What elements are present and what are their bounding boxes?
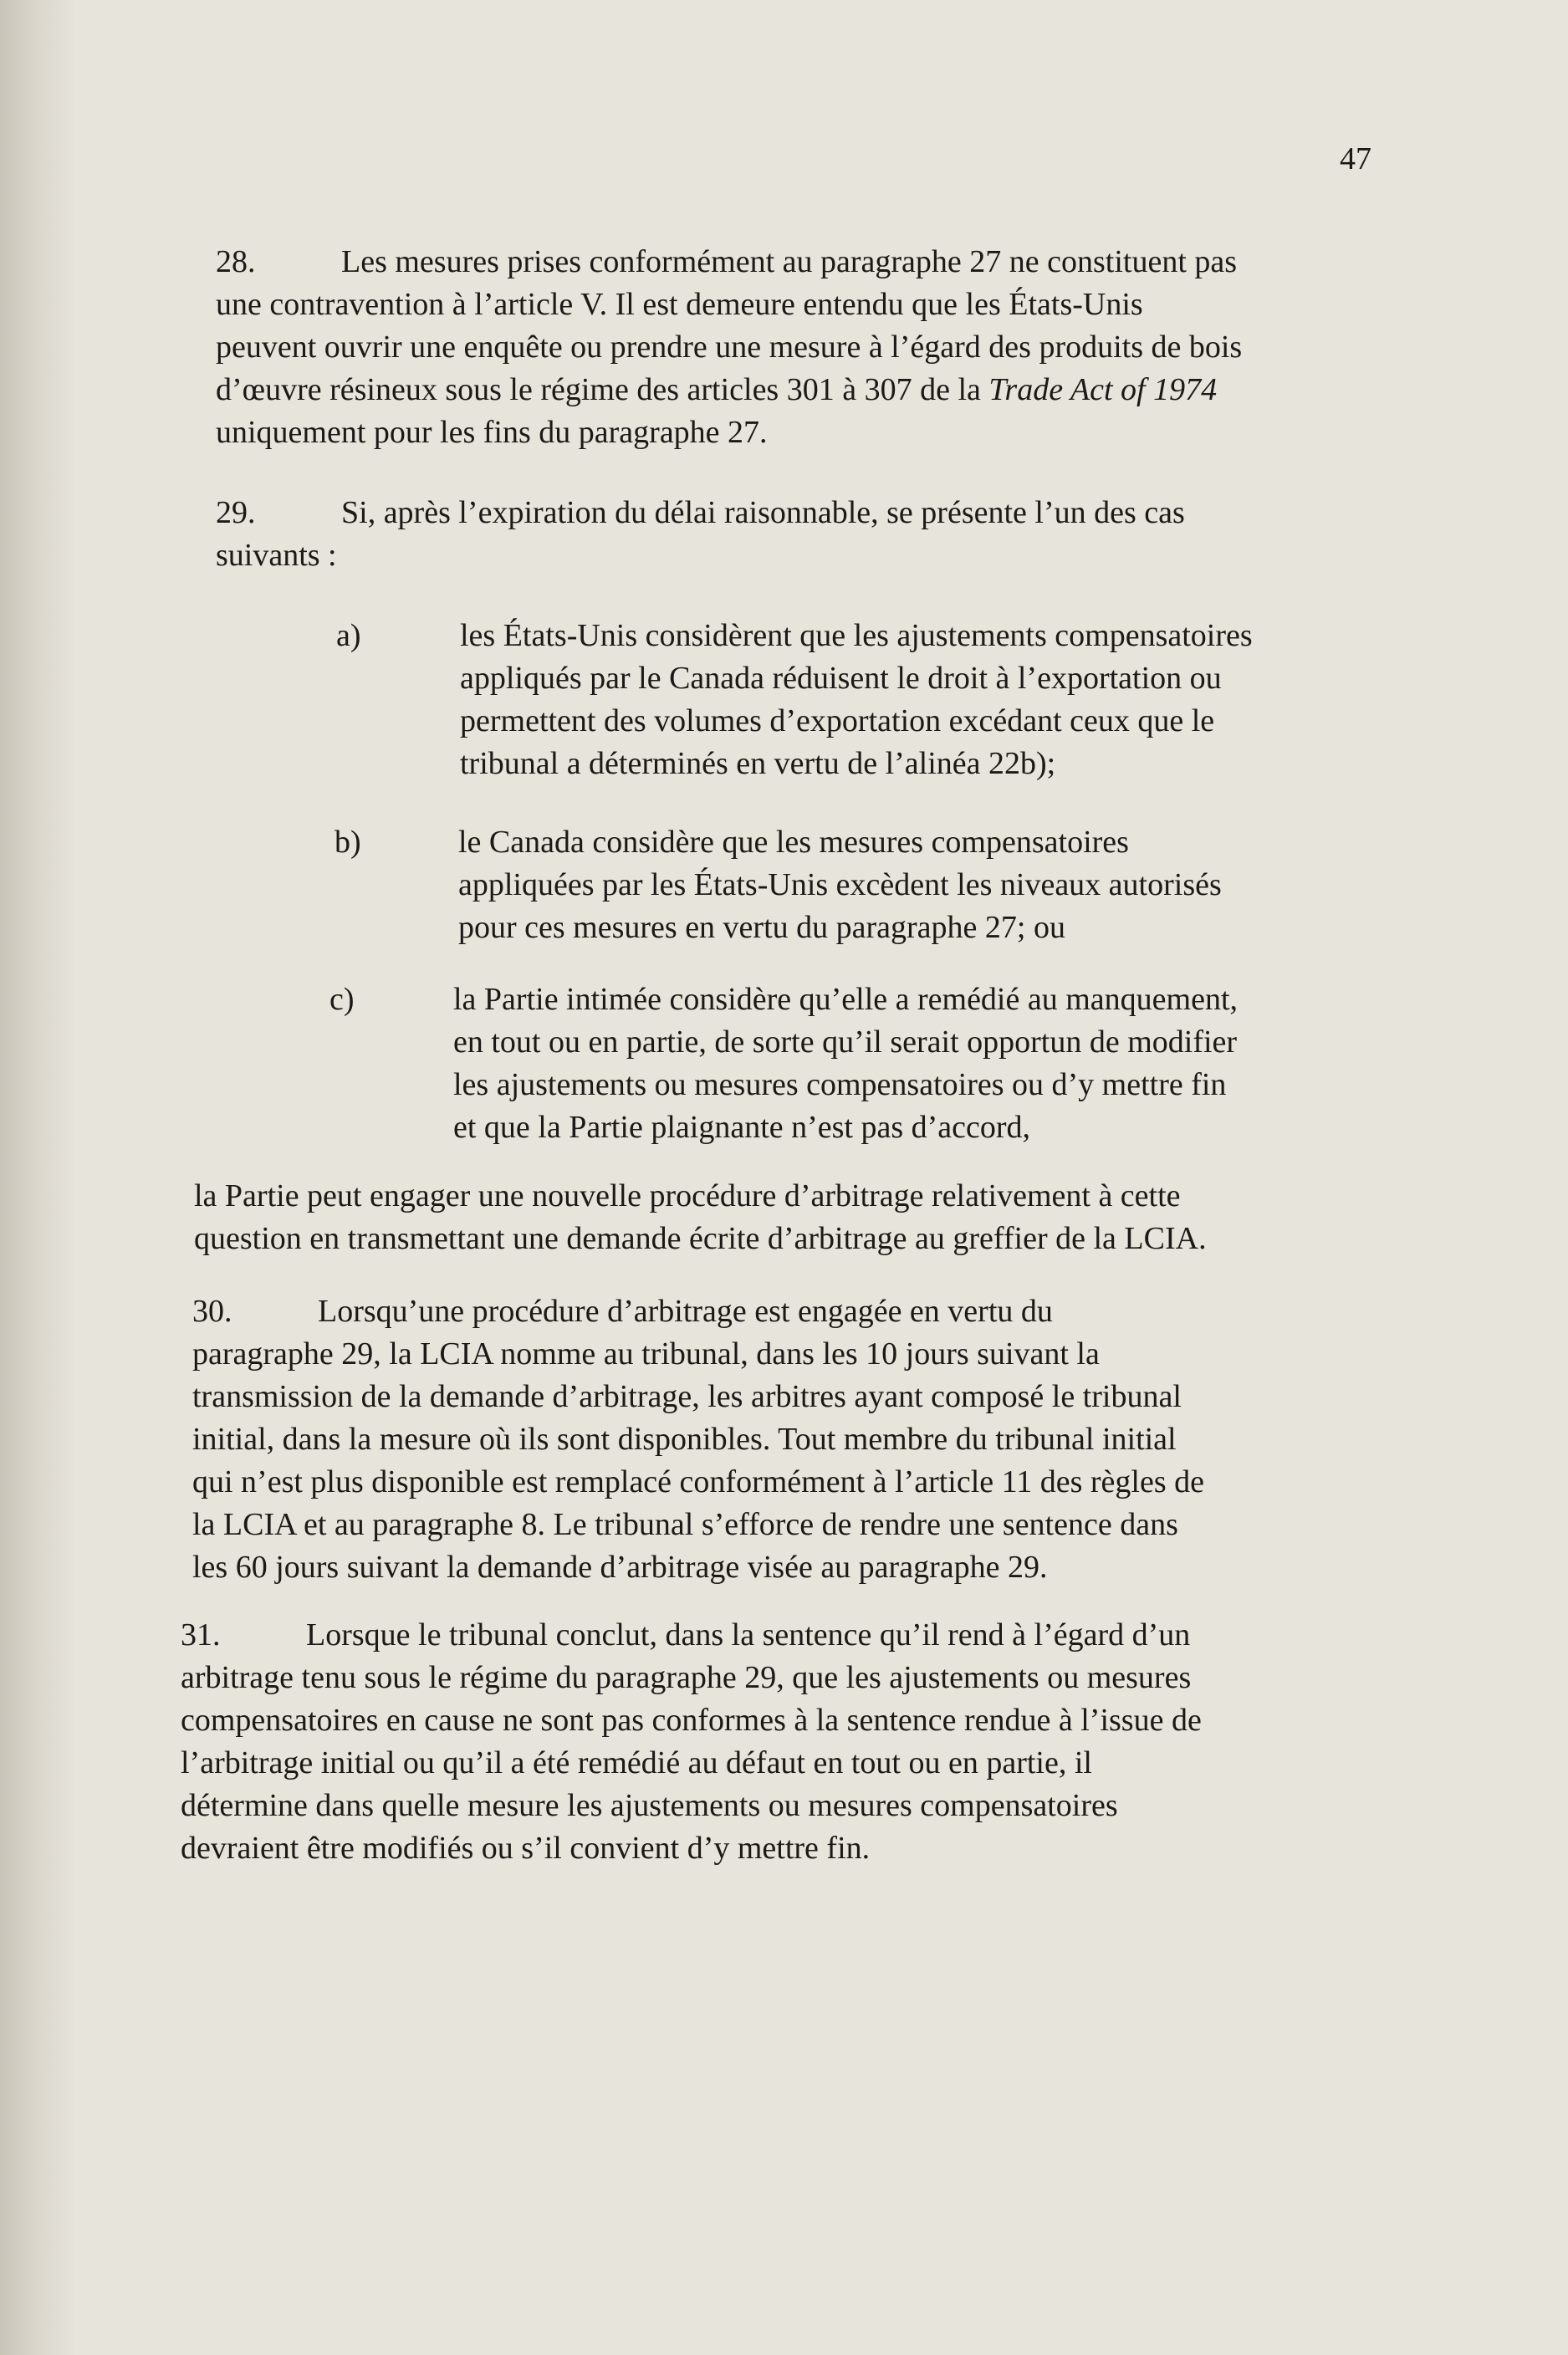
item-line: appliqués par le Canada réduisent le droit à l’exportation ou — [460, 661, 1222, 696]
paragraph-30-line: paragraphe 29, la LCIA nomme au tribunal, dans les 10 jours suivant la — [192, 1336, 1100, 1372]
paragraph-28-line-4: d’œuvre résineux sous le régime des articles 301 à 307 de la Trade Act of 1974 — [216, 372, 1218, 407]
paragraph-29 — [216, 492, 1378, 577]
trade-act-title: Trade Act of 1974 — [988, 372, 1218, 407]
paragraph-31-line: l’arbitrage initial ou qu’il a été remédié au défaut en tout ou en partie, il — [181, 1745, 1092, 1780]
paragraph-29-line-2: suivants : — [216, 538, 337, 573]
paragraph-31 — [181, 1614, 1343, 1870]
paragraph-30-line-1: 30. Lorsqu’une procédure d’arbitrage est engagée en vertu du — [192, 1290, 1355, 1333]
item-letter: a) — [336, 618, 361, 653]
item-line: les États-Unis considèrent que les ajustements compensatoires — [460, 618, 1253, 653]
paragraph-31-line: arbitrage tenu sous le régime du paragraphe 29, que les ajustements ou mesures — [181, 1660, 1192, 1695]
item-letter: b) — [335, 825, 361, 860]
paragraph-28-line-2: une contravention à l’article V. Il est demeure entendu que les États-Unis — [216, 287, 1143, 322]
item-line: permettent des volumes d’exportation excédant ceux que le — [460, 703, 1215, 738]
paragraph-28-line-3: peuvent ouvrir une enquête ou prendre une mesure à l’égard des produits de bois — [216, 329, 1243, 365]
item-line: les ajustements ou mesures compensatoires ou d’y mettre fin — [453, 1067, 1227, 1102]
paragraph-30 — [192, 1290, 1355, 1589]
paragraph-31-line: compensatoires en cause ne sont pas conformes à la sentence rendue à l’issue de — [181, 1703, 1202, 1738]
paragraph-30-line: initial, dans la mesure où ils sont disponibles. Tout membre du tribunal initial — [192, 1422, 1177, 1457]
paragraph-29-line-1: 29. Si, après l’expiration du délai raisonnable, se présente l’un des cas — [216, 492, 1378, 534]
paragraph-31-line: devraient être modifiés ou s’il convient d’y mettre fin. — [181, 1831, 871, 1866]
paragraph-29-closing — [194, 1175, 1356, 1260]
item-letter: c) — [329, 982, 355, 1017]
paragraph-30-line: les 60 jours suivant la demande d’arbitrage visée au paragraphe 29. — [192, 1550, 1048, 1585]
paragraph-30-line: transmission de la demande d’arbitrage, les arbitres ayant composé le tribunal — [192, 1379, 1182, 1414]
page-number: 47 — [1340, 141, 1371, 176]
closing-line: la Partie peut engager une nouvelle procédure d’arbitrage relativement à cette — [194, 1178, 1181, 1213]
paragraph-28-number: 28. — [216, 244, 256, 279]
paragraph-30-number: 30. — [192, 1294, 232, 1329]
paragraph-31-number: 31. — [181, 1617, 221, 1653]
paragraph-30-line: qui n’est plus disponible est remplacé conformément à l’article 11 des règles de — [192, 1464, 1204, 1499]
page-gutter-shadow — [0, 0, 77, 2355]
item-body — [453, 978, 1331, 1149]
item-line: le Canada considère que les mesures compensatoires — [458, 825, 1129, 860]
item-body — [460, 615, 1338, 785]
closing-line: question en transmettant une demande écrite d’arbitrage au greffier de la LCIA. — [194, 1221, 1207, 1256]
item-line: tribunal a déterminés en vertu de l’alinéa 22b); — [460, 746, 1056, 781]
item-line: la Partie intimée considère qu’elle a remédié au manquement, — [453, 982, 1238, 1017]
paragraph-30-line: la LCIA et au paragraphe 8. Le tribunal s’efforce de rendre une sentence dans — [192, 1507, 1178, 1542]
paragraph-28-line-1: 28. Les mesures prises conformément au paragraphe 27 ne constituent pas — [216, 241, 1378, 284]
item-line: appliquées par les États-Unis excèdent les niveaux autorisés — [458, 867, 1222, 902]
item-line: pour ces mesures en vertu du paragraphe 27; ou — [458, 910, 1065, 945]
paragraph-29-number: 29. — [216, 495, 256, 530]
paragraph-31-line-1: 31. Lorsque le tribunal conclut, dans la sentence qu’il rend à l’égard d’un — [181, 1614, 1343, 1657]
paragraph-31-line: détermine dans quelle mesure les ajustements ou mesures compensatoires — [181, 1788, 1118, 1823]
item-line: en tout ou en partie, de sorte qu’il serait opportun de modifier — [453, 1024, 1238, 1060]
item-body — [458, 821, 1336, 949]
paragraph-28 — [216, 241, 1378, 454]
item-line: et que la Partie plaignante n’est pas d’accord, — [453, 1110, 1031, 1145]
paragraph-28-line-5: uniquement pour les fins du paragraphe 27. — [216, 415, 768, 450]
